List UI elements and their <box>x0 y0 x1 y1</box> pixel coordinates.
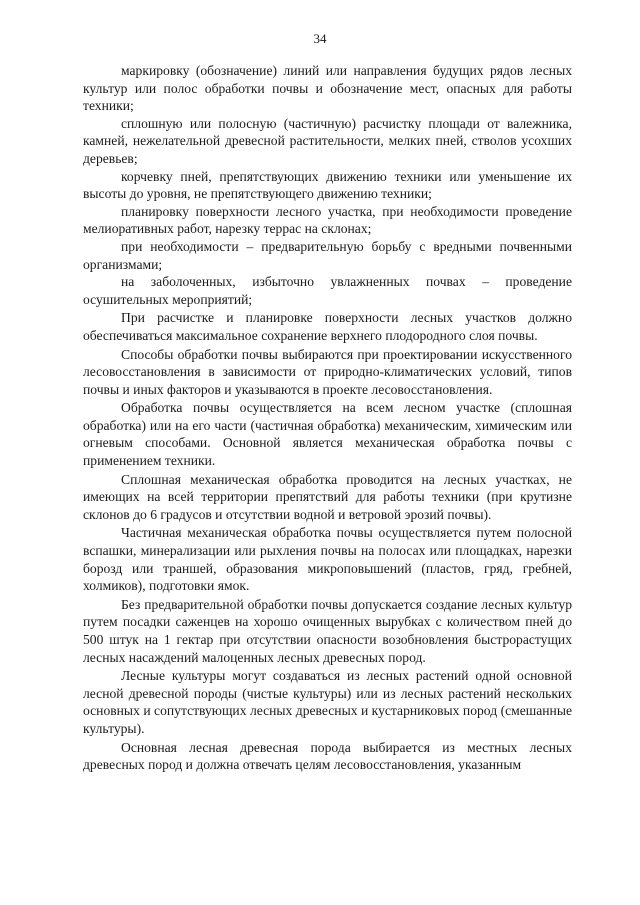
paragraph-drainage: на заболоченных, избыточно увлажненных почвах – проведение осушительных мероприятий; <box>83 274 572 307</box>
paragraph-processing-types: Обработка почвы осуществляется на всем лесном участке (сплошная обработка) или на его части (частичная обработка) механическим, химическим или огневым способами. Основной является механическая обработка почвы с применением техники. <box>83 400 572 469</box>
paragraph-no-processing: Без предварительной обработки почвы допускается создание лесных культур путем посадки саженцев на хорошо очищенных вырубках с количеством пней до 500 штук на 1 гектар при отсутствии опасности возобновления быстрорастущих лесных насаждений малоценных лесных древесных пород. <box>83 596 572 665</box>
paragraph-processing-methods: Способы обработки почвы выбираются при проектировании искусственного лесовосстановления в зависимости от природно-климатических условий, типов почвы и иных факторов и указываются в проекте лесовосстановления. <box>83 346 572 397</box>
paragraph-main-species: Основная лесная древесная порода выбирается из местных лесных древесных пород и должна отвечать целям лесовосстановления, указанным <box>83 739 572 773</box>
paragraph-marking: маркировку (обозначение) линий или направления будущих рядов лесных культур или полос обработки почвы и обозначение мест, опасных для работы техники; <box>83 63 572 114</box>
paragraph-clearing: сплошную или полосную (частичную) расчистку площади от валежника, камней, нежелательной древесной растительности, мелких пней, стволов усохших деревьев; <box>83 115 572 166</box>
paragraph-stump-removal: корчевку пней, препятствующих движению техники или уменьшение их высоты до уровня, не препятствующего движению техники; <box>83 168 572 202</box>
paragraph-pest-control: при необходимости – предварительную борьбу с вредными почвенными организмами; <box>83 238 572 272</box>
document-body <box>83 62 572 774</box>
paragraph-continuous-processing: Сплошная механическая обработка проводится на лесных участках, не имеющих на всей территории препятствий для работы техники (при крутизне склонов до 6 градусов и отсутствии водной и ветровой эрозий почвы). <box>83 471 572 522</box>
page-number: 34 <box>313 31 327 46</box>
paragraph-soil-preservation: При расчистке и планировке поверхности лесных участков должно обеспечиваться максимальное сохранение верхнего плодородного слоя почвы. <box>83 310 572 343</box>
paragraph-leveling: планировку поверхности лесного участка, при необходимости проведение мелиоративных работ, нарезку террас на склонах; <box>83 203 572 237</box>
paragraph-partial-processing: Частичная механическая обработка почвы осуществляется путем полосной вспашки, минерализации или рыхления почвы на полосах или площадках, нарезки борозд или траншей, образования микроповышений (пластов, гряд, гребней, холмиков), подготовки ямок. <box>83 525 572 594</box>
paragraph-forest-cultures: Лесные культуры могут создаваться из лесных растений одной основной лесной древесной породы (чистые культуры) или из лесных растений нескольких основных и сопутствующих лесных древесных и кустарниковых пород (смешанные культуры). <box>83 668 572 736</box>
